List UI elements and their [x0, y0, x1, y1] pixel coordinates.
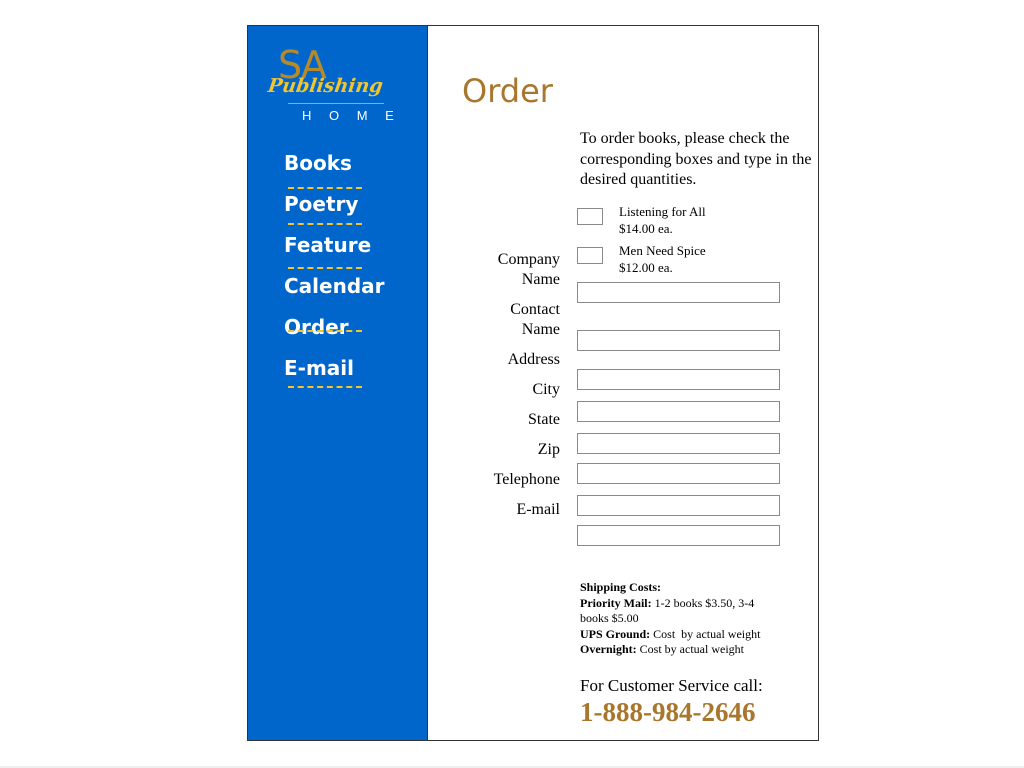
book-price: $14.00 ea.	[619, 221, 673, 236]
nav-link-email[interactable]	[284, 355, 385, 396]
nav-dash-divider	[288, 267, 362, 269]
nav-dash-divider	[288, 187, 362, 189]
state-field[interactable]	[577, 433, 780, 454]
nav-link-calendar[interactable]	[284, 273, 385, 314]
nav-dash-divider	[288, 223, 362, 225]
logo-underline	[288, 103, 384, 104]
customer-service-phone: 1-888-984-2646	[580, 697, 756, 727]
overnight-label: Overnight:	[580, 642, 637, 656]
order-content	[428, 26, 818, 740]
nav-label-poetry: Poetry	[284, 192, 359, 216]
page-frame	[247, 25, 819, 741]
nav-label-calendar: Calendar	[284, 274, 385, 298]
email-label: E-mail	[516, 501, 560, 518]
overnight-text: Cost by actual weight	[636, 642, 744, 656]
nav-label-order: Order	[284, 315, 349, 339]
book-title: Men Need Spice	[619, 243, 706, 258]
telephone-field[interactable]	[577, 495, 780, 516]
book-checkbox-spice[interactable]	[577, 247, 603, 264]
book-info	[619, 242, 799, 276]
nav-label-books: Books	[284, 151, 352, 175]
home-logo-link[interactable]	[248, 26, 427, 136]
email-field[interactable]	[577, 525, 780, 546]
city-label: City	[532, 381, 560, 398]
book-info	[619, 203, 799, 237]
ups-ground-text: Cost by actual weight	[650, 626, 761, 641]
contact-name-field[interactable]	[577, 330, 780, 351]
page-title: Order	[462, 72, 553, 110]
contact-name-label: Contact Name	[510, 301, 560, 338]
nav-dash-divider	[288, 330, 362, 332]
sidebar	[248, 26, 428, 740]
book-checkbox-listening[interactable]	[577, 208, 603, 225]
nav-link-poetry[interactable]	[284, 191, 385, 232]
address-label: Address	[507, 351, 560, 368]
state-label: State	[528, 411, 560, 428]
nav-dash-divider	[288, 386, 362, 388]
zip-field[interactable]	[577, 463, 780, 484]
customer-service-label: For Customer Service call:	[580, 676, 763, 695]
zip-label: Zip	[537, 441, 560, 458]
nav-link-feature[interactable]	[284, 232, 385, 273]
address-field[interactable]	[577, 369, 780, 390]
nav-label-feature: Feature	[284, 233, 372, 257]
shipping-heading: Shipping Costs:	[580, 580, 662, 594]
city-field[interactable]	[577, 401, 780, 422]
telephone-label: Telephone	[493, 471, 560, 488]
nav-link-order[interactable]	[284, 314, 385, 355]
sidebar-nav	[284, 150, 385, 396]
company-name-field[interactable]	[577, 282, 780, 303]
priority-mail-text: 1-2 books $3.50, 3-4 books $5.00	[580, 595, 755, 625]
nav-link-books[interactable]	[284, 150, 385, 191]
book-title: Listening for All	[619, 204, 706, 219]
logo-home-text: H O M E	[302, 108, 401, 123]
logo-sa-text: SA	[278, 43, 325, 87]
priority-mail-label: Priority Mail:	[580, 595, 652, 610]
nav-label-email: E-mail	[284, 356, 355, 380]
ups-ground-label: UPS Ground:	[580, 626, 651, 641]
shipping-costs	[580, 580, 785, 658]
company-name-label: Company Name	[497, 251, 560, 288]
order-instructions: To order books, please check the corresponding boxes and type in the desired quantities.	[580, 130, 812, 188]
book-price: $12.00 ea.	[619, 260, 673, 275]
logo-publishing-text: Publishing	[266, 75, 385, 97]
